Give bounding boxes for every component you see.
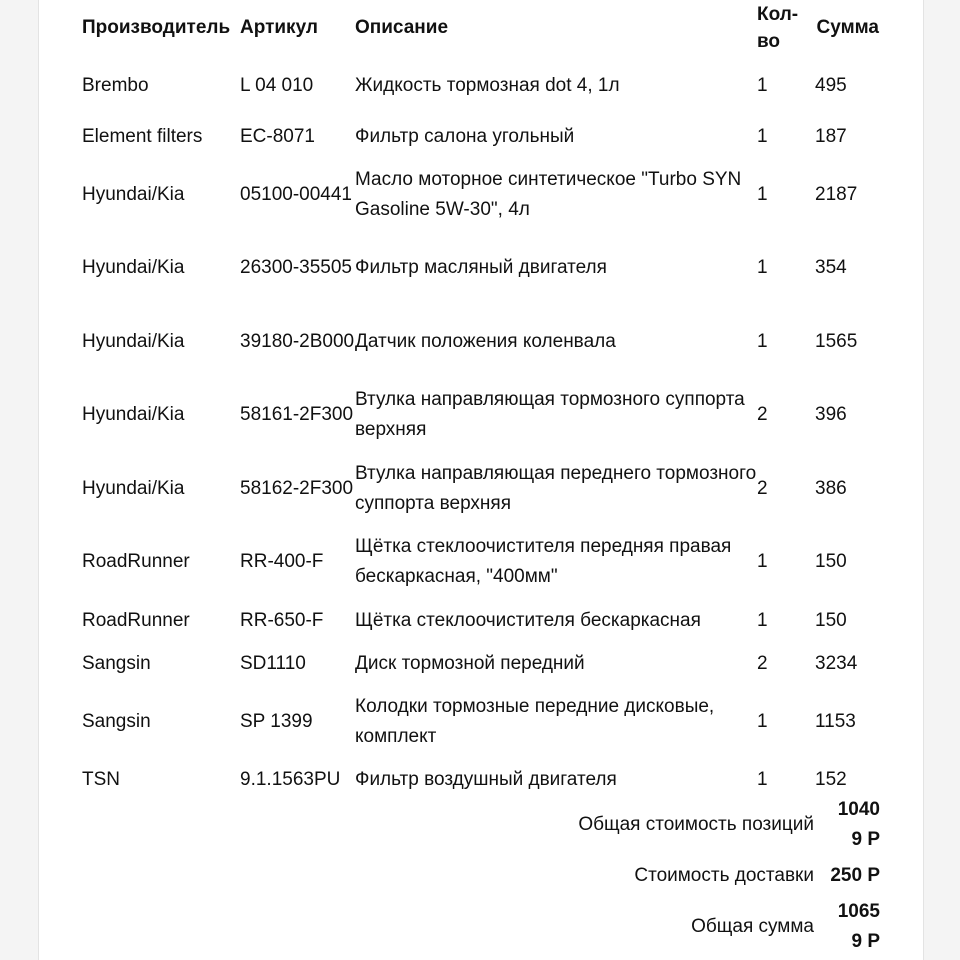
cell-article: 05100-00441 [240, 183, 352, 205]
cell-qty: 1 [757, 769, 768, 790]
table-row [82, 115, 879, 158]
cell-sum: 152 [815, 769, 847, 790]
cell-description: Щётка стеклоочистителя бескаркасная [355, 609, 701, 631]
cell-qty: 1 [757, 74, 768, 96]
items-total-value: 10409 Р [837, 799, 880, 850]
cell-sum: 396 [815, 404, 847, 426]
cell-sum: 3234 [815, 652, 858, 674]
cell-qty: 1 [757, 710, 768, 732]
header-description: Описание [355, 17, 449, 38]
table-row [82, 379, 879, 453]
cell-qty: 1 [757, 183, 768, 205]
table-row [82, 685, 879, 759]
table-row [82, 56, 879, 115]
cell-sum: 187 [815, 125, 847, 147]
cell-description: Жидкость тормозная dot 4, 1л [355, 74, 620, 96]
cell-description: Втулка направляющая тормозного суппорта верхняя [355, 389, 745, 441]
header-sum: Сумма [816, 17, 879, 38]
items-total-row [180, 795, 880, 855]
header-qty-label: Кол-во [757, 4, 799, 52]
table-body [82, 56, 879, 802]
cell-qty: 1 [757, 609, 768, 631]
cell-maker: Brembo [82, 74, 149, 96]
cell-article: 39180-2B000 [240, 330, 355, 352]
header-article: Артикул [240, 17, 318, 38]
cell-article: RR-650-F [240, 609, 324, 631]
cell-maker: Hyundai/Kia [82, 257, 185, 279]
cell-maker: Element filters [82, 125, 203, 147]
cell-article: EC-8071 [240, 125, 315, 147]
order-totals [180, 795, 880, 957]
cell-article: SP 1399 [240, 710, 313, 732]
header-maker: Производитель [82, 17, 231, 38]
cell-sum: 150 [815, 551, 847, 573]
cell-article: 58162-2F300 [240, 477, 354, 499]
cell-description: Фильтр салона угольный [355, 125, 575, 147]
cell-article: 58161-2F300 [240, 404, 354, 426]
cell-description: Диск тормозной передний [355, 652, 585, 674]
cell-maker: Sangsin [82, 652, 151, 674]
table-row [82, 158, 879, 232]
cell-article: L 04 010 [240, 74, 314, 96]
grand-total-value: 10659 Р [837, 901, 880, 952]
cell-description: Масло моторное синтетическое "Turbo SYN Gasoline 5W-30", 4л [355, 168, 742, 220]
cell-description: Датчик положения коленвала [355, 330, 616, 352]
cell-qty: 2 [757, 477, 768, 499]
cell-description: Фильтр воздушный двигателя [355, 769, 617, 790]
cell-sum: 386 [815, 477, 847, 499]
cell-sum: 150 [815, 609, 847, 631]
cell-maker: Hyundai/Kia [82, 404, 185, 426]
cell-maker: Sangsin [82, 710, 151, 732]
cell-sum: 354 [815, 257, 847, 279]
delivery-value: 250 Р [830, 865, 880, 886]
grand-total-row [180, 897, 880, 957]
cell-maker: RoadRunner [82, 551, 190, 573]
cell-maker: Hyundai/Kia [82, 183, 185, 205]
cell-maker: Hyundai/Kia [82, 330, 185, 352]
cell-qty: 1 [757, 125, 768, 147]
cell-sum: 2187 [815, 183, 858, 205]
table-row [82, 599, 879, 642]
cell-sum: 1153 [815, 710, 856, 732]
items-total-label: Общая стоимость позиций [578, 814, 814, 835]
cell-qty: 2 [757, 404, 768, 426]
cell-qty: 1 [757, 257, 768, 279]
delivery-label: Стоимость доставки [634, 865, 814, 886]
cell-description: Колодки тормозные передние дисковые, комплект [355, 695, 715, 747]
cell-sum: 1565 [815, 330, 858, 352]
cell-description: Щётка стеклоочистителя передняя правая бескаркасная, "400мм" [355, 536, 732, 588]
table-row [82, 305, 879, 379]
table-row [82, 526, 879, 600]
header-qty [757, 0, 815, 56]
table-row [82, 232, 879, 306]
cell-description: Втулка направляющая переднего тормозного суппорта верхняя [355, 462, 757, 514]
cell-maker: TSN [82, 769, 120, 790]
cell-maker: RoadRunner [82, 609, 190, 631]
order-table [82, 0, 879, 802]
cell-article: RR-400-F [240, 551, 324, 573]
delivery-row [180, 855, 880, 897]
cell-qty: 1 [757, 551, 768, 573]
cell-article: SD1110 [240, 652, 306, 674]
table-row [82, 452, 879, 526]
cell-qty: 1 [757, 330, 768, 352]
cell-qty: 2 [757, 652, 768, 674]
grand-total-label: Общая сумма [691, 916, 814, 937]
cell-sum: 495 [815, 74, 847, 96]
cell-article: 9.1.1563PU [240, 769, 341, 790]
table-header [82, 0, 879, 56]
cell-description: Фильтр масляный двигателя [355, 257, 607, 279]
cell-article: 26300-35505 [240, 257, 352, 279]
cell-maker: Hyundai/Kia [82, 477, 185, 499]
table-row [82, 642, 879, 685]
